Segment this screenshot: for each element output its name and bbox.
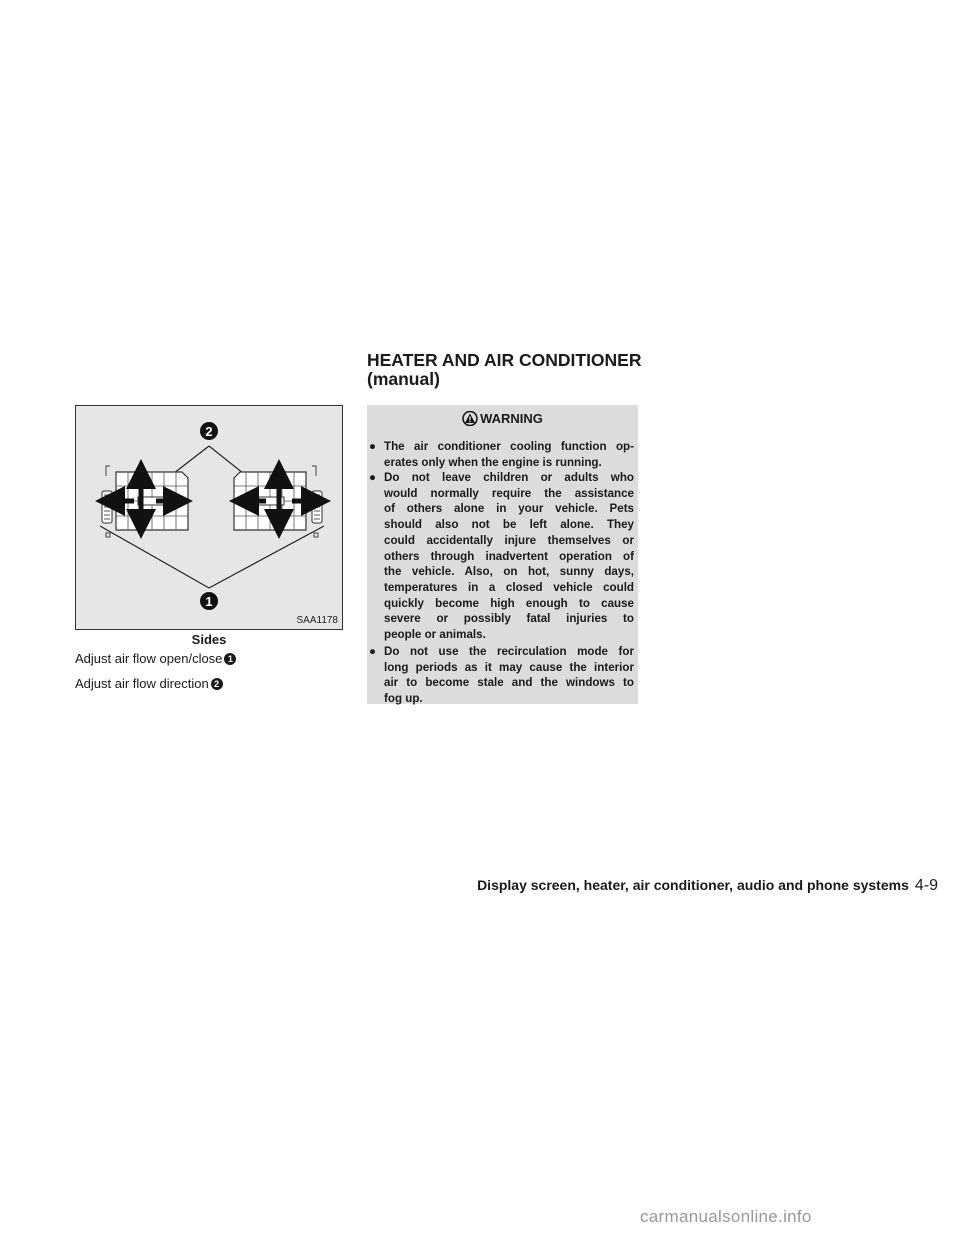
warning-title: WARNING (480, 411, 543, 426)
number-1-icon: 1 (224, 653, 236, 665)
warning-line: of others alone in your vehicle. Pets (384, 502, 634, 516)
warning-line: quickly become high enough to cause (384, 596, 634, 610)
section-title-line2: (manual) (367, 369, 440, 389)
callout-1-icon (200, 592, 218, 610)
direction-text: Adjust air flow direction (75, 676, 209, 691)
warning-line: severe or possibly fatal injuries to (384, 612, 634, 626)
bullet-icon: ● (369, 471, 377, 484)
bullet-icon: ● (369, 440, 377, 453)
callout-2-icon (200, 422, 218, 440)
warning-line: long periods as it may cause the interior (384, 660, 634, 674)
warning-line: erates only when the engine is running. (384, 455, 602, 469)
warning-line: Do not leave children or adults who (384, 471, 634, 484)
section-heading (367, 351, 667, 389)
warning-header (367, 405, 638, 433)
bullet-icon: ● (369, 645, 377, 658)
warning-triangle-icon (462, 411, 478, 426)
warning-line: Do not use the recirculation mode for (384, 645, 634, 658)
direction-instruction (75, 676, 223, 691)
number-2-icon: 2 (211, 678, 223, 690)
footer-chapter: Display screen, heater, air conditioner, audio and phone systems (477, 877, 909, 893)
warning-line: fog up. (384, 692, 423, 706)
open-close-text: Adjust air flow open/close (75, 651, 223, 666)
warning-line: could accidentally injure themselves or (384, 533, 634, 547)
warning-line: air to become stale and the windows to (384, 676, 634, 690)
vent-illustration (75, 405, 343, 630)
warning-line: temperatures in a closed vehicle could (384, 580, 634, 594)
figure-caption: Sides (191, 632, 227, 647)
svg-text:2: 2 (205, 424, 213, 439)
warning-line: the vehicle. Also, on hot, sunny days, (384, 565, 634, 579)
open-close-instruction (75, 651, 236, 666)
svg-text:1: 1 (205, 594, 213, 609)
warning-line: would normally require the assistance (384, 486, 634, 500)
side-vents-diagram (76, 406, 342, 629)
watermark: carmanualsonline.info (640, 1207, 812, 1226)
section-title-line1: HEATER AND AIR CONDITIONER (367, 350, 642, 370)
warning-box (367, 405, 638, 704)
figure-code: SAA1178 (296, 615, 338, 626)
warning-line: others through inadvertent operation of (384, 549, 634, 563)
warning-line: should also not be left alone. They (384, 518, 634, 532)
warning-line: The air conditioner cooling function op- (384, 440, 634, 453)
page-footer (428, 877, 938, 895)
footer-page-number: 4-9 (914, 877, 938, 894)
warning-line: people or animals. (384, 628, 486, 641)
